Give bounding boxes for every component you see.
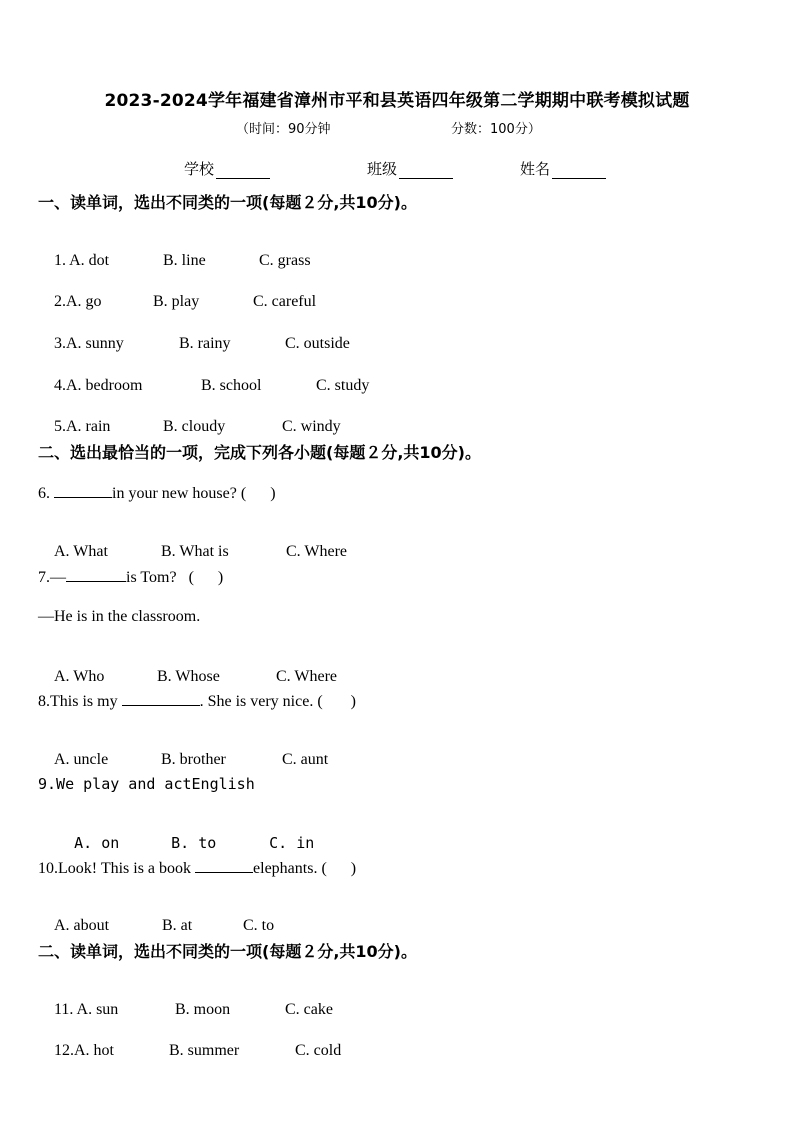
q6-option-b: B. What is [161, 543, 229, 560]
q4-c: C. study [316, 377, 370, 394]
q7-prefix: 7.— [38, 569, 66, 586]
q11-c: C. cake [285, 1001, 333, 1018]
class-field [367, 158, 453, 179]
name-blank[interactable] [552, 162, 606, 179]
q11-a: 11. A. sun [54, 1001, 119, 1018]
q10-option-a: A. about [54, 917, 110, 934]
exam-time: （时间：90分钟 [236, 122, 331, 137]
q6-prefix: 6. [38, 485, 54, 502]
q9-option-b: B. to [171, 834, 217, 852]
q4-b: B. school [201, 377, 262, 394]
q5-c: C. windy [282, 418, 341, 435]
q7-option-c: C. Where [276, 668, 338, 685]
q2-b: B. play [153, 293, 200, 310]
school-field [184, 158, 270, 179]
q12-b: B. summer [169, 1042, 240, 1059]
q10-prefix: 10.Look! This is a book [38, 860, 196, 877]
q11-b: B. moon [175, 1001, 231, 1018]
q7-blank[interactable] [66, 567, 126, 582]
q6-suffix: in your new house? ( ) [112, 485, 276, 502]
q2-a: 2.A. go [54, 293, 102, 310]
q6-option-a: A. What [54, 543, 108, 560]
q10-suffix: elephants. ( ) [253, 860, 357, 877]
q10-option-c: C. to [243, 917, 275, 934]
q8-option-b: B. brother [161, 751, 226, 768]
question-10 [38, 858, 356, 878]
question-7 [38, 567, 223, 587]
q9-option-a: A. on [74, 834, 120, 852]
question-9: 9.We play and actEnglish [38, 775, 255, 793]
q1-c: C. grass [259, 252, 311, 269]
q5-a: 5.A. rain [54, 418, 111, 435]
q8-prefix: 8.This is my [38, 693, 122, 710]
school-label: 学校 [184, 160, 215, 178]
section-1-heading: 一、读单词，选出不同类的一项(每题２分,共10分)。 [38, 193, 417, 212]
q12-c: C. cold [295, 1042, 342, 1059]
q7-answer-line: —He is in the classroom. [38, 608, 201, 625]
section-3-heading: 二、读单词，选出不同类的一项(每题２分,共10分)。 [38, 942, 417, 961]
question-8 [38, 691, 356, 711]
q8-suffix: . She is very nice. ( ) [199, 693, 356, 710]
q3-a: 3.A. sunny [54, 335, 124, 352]
q3-c: C. outside [285, 335, 350, 352]
page-title: 2023-2024学年福建省漳州市平和县英语四年级第二学期期中联考模拟试题 [104, 91, 690, 111]
q8-blank[interactable] [122, 691, 200, 706]
q1-b: B. line [163, 252, 206, 269]
question-12 [38, 1024, 341, 1078]
q6-option-c: C. Where [286, 543, 348, 560]
q10-blank[interactable] [195, 858, 253, 873]
q7-option-a: A. Who [54, 668, 105, 685]
class-blank[interactable] [399, 162, 453, 179]
q12-a: 12.A. hot [54, 1042, 114, 1059]
q9-option-c: C. in [269, 834, 315, 852]
name-field [520, 158, 606, 179]
q7-option-b: B. Whose [157, 668, 220, 685]
question-6 [38, 483, 276, 503]
q1-a: 1. A. dot [54, 252, 110, 269]
school-blank[interactable] [216, 162, 270, 179]
q6-blank[interactable] [54, 483, 112, 498]
q5-b: B. cloudy [163, 418, 226, 435]
q4-a: 4.A. bedroom [54, 377, 143, 394]
exam-score: 分数：100分） [451, 122, 541, 137]
q10-option-b: B. at [162, 917, 193, 934]
class-label: 班级 [367, 160, 398, 178]
q2-c: C. careful [253, 293, 317, 310]
q8-option-a: A. uncle [54, 751, 109, 768]
q8-option-c: C. aunt [282, 751, 329, 768]
q7-suffix: is Tom? ( ) [126, 569, 224, 586]
q3-b: B. rainy [179, 335, 231, 352]
name-label: 姓名 [520, 160, 551, 178]
section-2-heading: 二、选出最恰当的一项，完成下列各小题(每题２分,共10分)。 [38, 443, 481, 462]
